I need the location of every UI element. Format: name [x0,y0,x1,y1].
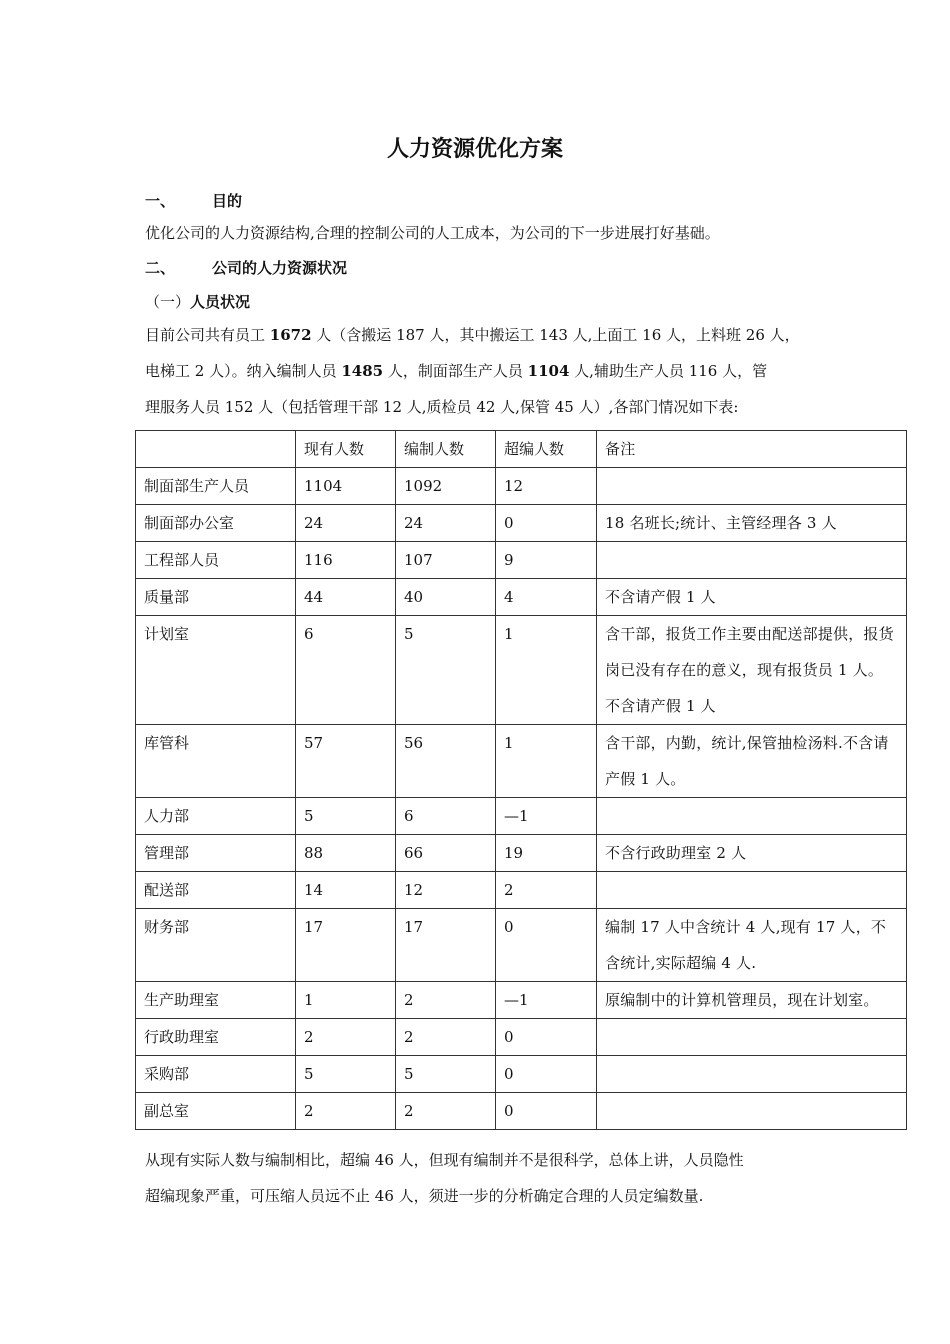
table-cell: 制面部办公室 [136,505,296,542]
table-row [136,505,907,542]
table-cell: 2 [396,1019,496,1056]
intro-line-1: 目前公司共有员工 1672 人（含搬运 187 人，其中搬运工 143 人,上面工 16 人，上料班 26 人， [145,326,800,344]
section-title: 目的 [212,192,243,210]
table-cell: 2 [296,1019,396,1056]
table-row [136,1019,907,1056]
table-cell: —1 [496,798,597,835]
table-row [136,616,907,725]
table-cell: 行政助理室 [136,1019,296,1056]
table-cell: 24 [396,505,496,542]
note-cell [597,468,907,505]
table-cell: 2 [396,1093,496,1130]
table-cell: 44 [296,579,396,616]
note-cell: 不含请产假 1 人 [597,579,907,616]
section-heading-purpose [145,190,242,211]
subsection-number: （一） [145,293,191,311]
table-cell: 2 [496,872,597,909]
table-cell: 107 [396,542,496,579]
note-cell [597,542,907,579]
table-row [136,982,907,1019]
note-cell [597,1019,907,1056]
subsection-heading-staff [145,291,250,312]
table-row [136,1093,907,1130]
table-cell: 17 [296,909,396,982]
table-cell: 管理部 [136,835,296,872]
note-cell: 编制 17 人中含统计 4 人,现有 17 人，不含统计,实际超编 4 人. [597,909,907,982]
conclusion-line-1: 从现有实际人数与编制相比，超编 46 人，但现有编制并不是很科学，总体上讲，人员隐性 [145,1151,744,1169]
table-cell: 生产助理室 [136,982,296,1019]
table-cell: 6 [296,616,396,725]
table-cell: 副总室 [136,1093,296,1130]
table-cell: 116 [296,542,396,579]
table-cell: 12 [496,468,597,505]
table-header-row [136,431,907,468]
table-cell: 采购部 [136,1056,296,1093]
table-cell: 6 [396,798,496,835]
note-cell: 不含行政助理室 2 人 [597,835,907,872]
table-cell: —1 [496,982,597,1019]
table-header-cell: 编制人数 [396,431,496,468]
table-row [136,872,907,909]
subsection-title: 人员状况 [190,293,251,311]
table-cell: 0 [496,505,597,542]
note-cell: 18 名班长;统计、主管经理各 3 人 [597,505,907,542]
table-cell: 1092 [396,468,496,505]
staff-table [135,430,907,1130]
intro-line-3: 理服务人员 152 人（包括管理干部 12 人,质检员 42 人,保管 45 人）,各部门情况如下表: [145,398,739,416]
note-cell: 含干部，内勤，统计,保管抽检汤料.不含请产假 1 人。 [597,725,907,798]
section-heading-status [145,257,347,278]
table-cell: 计划室 [136,616,296,725]
table-cell: 1 [496,616,597,725]
table-cell: 17 [396,909,496,982]
table-cell: 库管科 [136,725,296,798]
table-cell: 配送部 [136,872,296,909]
table-cell: 人力部 [136,798,296,835]
quota-count: 1485 [341,362,384,380]
table-cell: 40 [396,579,496,616]
note-cell: 原编制中的计算机管理员，现在计划室。 [597,982,907,1019]
table-cell: 2 [396,982,496,1019]
table-cell: 2 [296,1093,396,1130]
production-count: 1104 [527,362,570,380]
intro-line-2: 电梯工 2 人）。纳入编制人员 1485 人，制面部生产人员 1104 人,辅助生产人员 116 人，管 [145,362,768,380]
table-row [136,835,907,872]
table-cell: 88 [296,835,396,872]
table-cell: 12 [396,872,496,909]
table-row [136,725,907,798]
table-cell: 1104 [296,468,396,505]
table-cell: 1 [296,982,396,1019]
table-row [136,798,907,835]
table-cell: 5 [296,798,396,835]
table-cell: 质量部 [136,579,296,616]
table-cell: 5 [296,1056,396,1093]
table-cell: 57 [296,725,396,798]
document-title: 人力资源优化方案 [386,137,563,162]
table-cell: 5 [396,616,496,725]
table-row [136,542,907,579]
conclusion-line-2: 超编现象严重，可压缩人员远不止 46 人，须进一步的分析确定合理的人员定编数量. [145,1187,704,1205]
table-cell: 0 [496,909,597,982]
note-cell [597,1093,907,1130]
table-cell: 0 [496,1056,597,1093]
section-number: 二、 [145,259,176,277]
table-row [136,468,907,505]
table-cell: 制面部生产人员 [136,468,296,505]
table-cell: 66 [396,835,496,872]
table-cell: 财务部 [136,909,296,982]
section-title: 公司的人力资源状况 [212,259,348,277]
table-header-cell: 现有人数 [296,431,396,468]
table-row [136,909,907,982]
table-row [136,1056,907,1093]
table-cell: 4 [496,579,597,616]
table-cell: 5 [396,1056,496,1093]
table-cell: 14 [296,872,396,909]
table-cell: 24 [296,505,396,542]
note-cell [597,798,907,835]
table-cell: 19 [496,835,597,872]
note-cell [597,1056,907,1093]
purpose-paragraph: 优化公司的人力资源结构,合理的控制公司的人工成本，为公司的下一步进展打好基础。 [145,224,720,242]
table-header-cell: 备注 [597,431,907,468]
note-cell [597,872,907,909]
section-number: 一、 [145,192,176,210]
table-header-cell [136,431,296,468]
total-staff-count: 1672 [269,326,312,344]
table-cell: 56 [396,725,496,798]
table-cell: 9 [496,542,597,579]
table-header-cell: 超编人数 [496,431,597,468]
note-cell: 含干部，报货工作主要由配送部提供，报货岗已没有存在的意义，现有报货员 1 人。不含请产假 1 人 [597,616,907,725]
table-cell: 0 [496,1093,597,1130]
table-cell: 1 [496,725,597,798]
table-cell: 工程部人员 [136,542,296,579]
table-cell: 0 [496,1019,597,1056]
table-row [136,579,907,616]
